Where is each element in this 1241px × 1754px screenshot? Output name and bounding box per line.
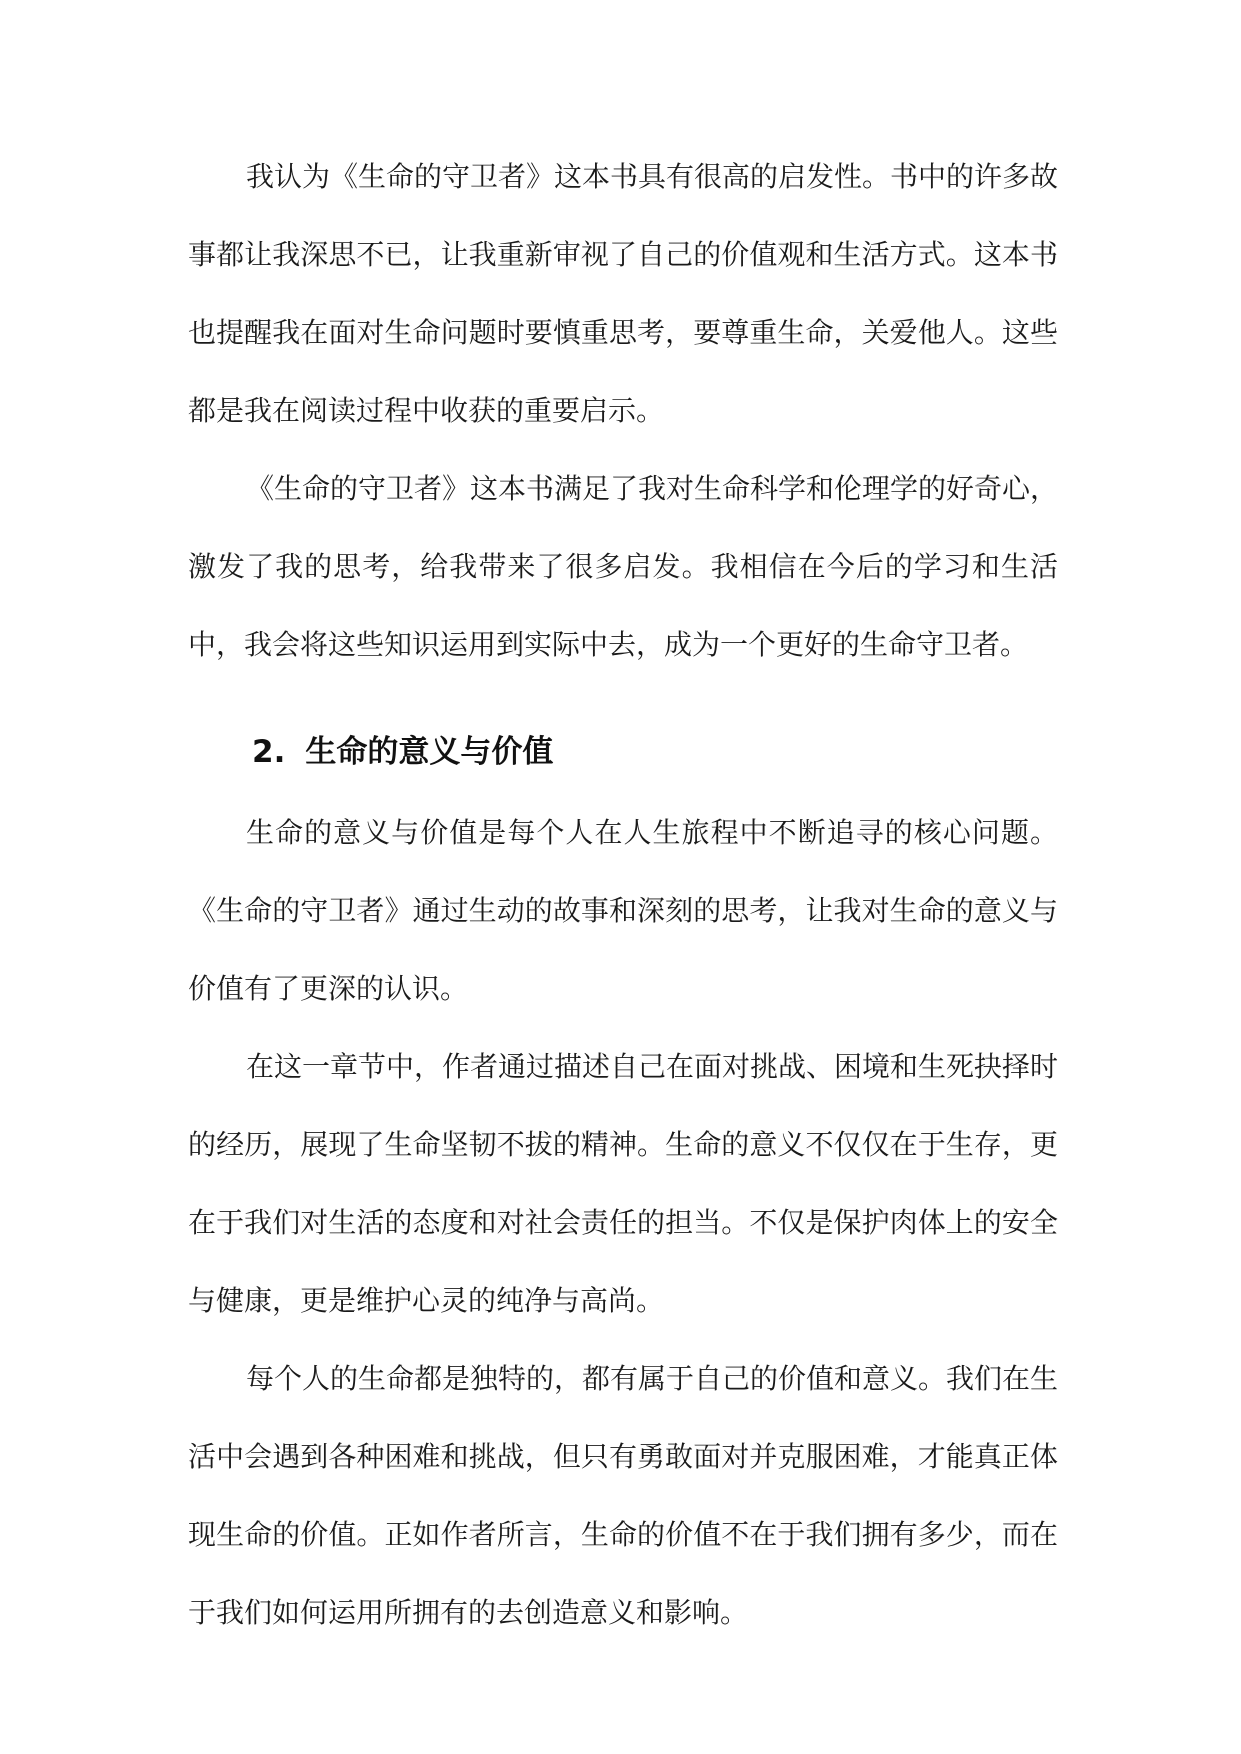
section-number: 2. xyxy=(252,734,286,770)
paragraph-book-curiosity: 《生命的守卫者》这本书满足了我对生命科学和伦理学的好奇心，激发了我的思考，给我带来了很多启发。我相信在今后的学习和生活中，我会将这些知识运用到实际中去，成为一个更好的生命守卫者。 xyxy=(188,472,1059,661)
paragraph-chapter-summary: 在这一章节中，作者通过描述自己在面对挑战、困境和生死抉择时的经历，展现了生命坚韧不拔的精神。生命的意义不仅仅在于生存，更在于我们对生活的态度和对社会责任的担当。不仅是保护肉体上的安全与健康，更是维护心灵的纯净与高尚。 xyxy=(188,1050,1059,1317)
document-body xyxy=(188,138,1058,1652)
section-title: 生命的意义与价值 xyxy=(305,734,554,770)
section-heading xyxy=(188,722,1058,782)
paragraph-meaning-intro: 生命的意义与价值是每个人在人生旅程中不断追寻的核心问题。《生命的守卫者》通过生动的故事和深刻的思考，让我对生命的意义与价值有了更深的认识。 xyxy=(188,816,1058,1005)
paragraph-unique-life: 每个人的生命都是独特的，都有属于自己的价值和意义。我们在生活中会遇到各种困难和挑战，但只有勇敢面对并克服困难，才能真正体现生命的价值。正如作者所言，生命的价值不在于我们拥有多少，而在于我们如何运用所拥有的去创造意义和影响。 xyxy=(188,1362,1059,1629)
paragraph-book-inspiration: 我认为《生命的守卫者》这本书具有很高的启发性。书中的许多故事都让我深思不已，让我重新审视了自己的价值观和生活方式。这本书也提醒我在面对生命问题时要慎重思考，要尊重生命，关爱他人。这些都是我在阅读过程中收获的重要启示。 xyxy=(188,160,1059,427)
